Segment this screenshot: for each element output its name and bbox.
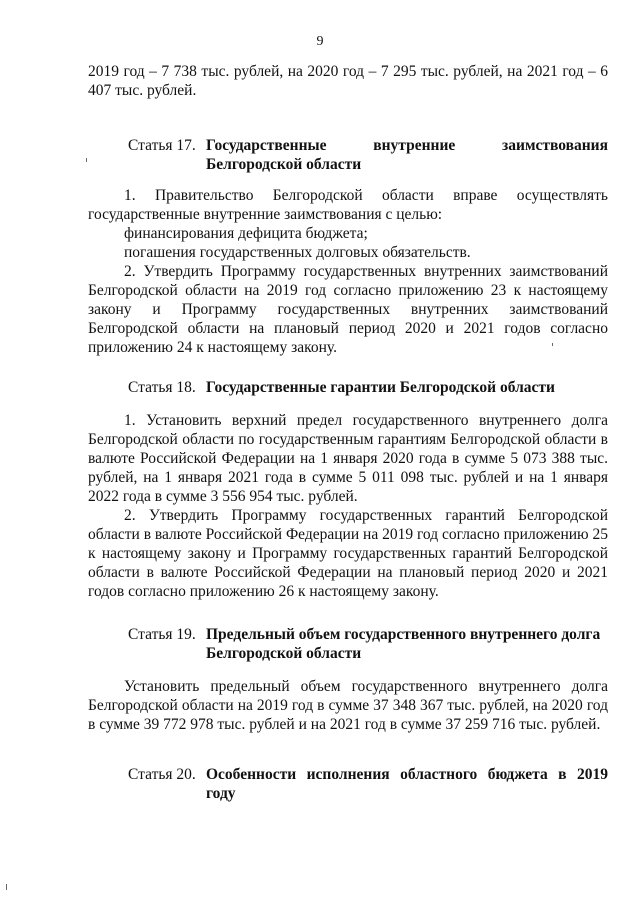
scan-mark (86, 158, 87, 162)
article-19-body (88, 677, 608, 734)
intro-paragraph (88, 62, 608, 100)
scan-mark (6, 884, 7, 890)
article-19-title: Предельный объем государственного внутреннего долга Белгородской области (206, 626, 601, 662)
article-17-para-1: 1. Правительство Белгородской области вправе осуществлять государственные внутренние заимствования с целью: (88, 187, 608, 223)
page-number: 9 (316, 34, 324, 49)
article-19-heading (128, 625, 608, 663)
article-18-heading (128, 378, 608, 397)
article-17-heading (128, 136, 608, 174)
article-17-para-3: погашения государственных долговых обязательств. (124, 244, 471, 261)
article-18-para-2: 2. Утвердить Программу государственных гарантий Белгородской области в валюте Российской Федерации на 2019 год согласно приложению 25 к настоящему закону и Программу государственных гарантий Белгородской области в валюте Российской Федерации на плановый период 2020 и 2021 годов согласно приложению 26 к настоящему закону. (88, 507, 608, 600)
scan-mark (552, 343, 553, 346)
article-18-para-1: 1. Установить верхний предел государственного внутреннего долга Белгородской области по государственным гарантиям Белгородской области в валюте Российской Федерации на 1 января 2020 года в сумме 5 073 388 тыс. рублей, на 1 января 2021 года в сумме 5 011 098 тыс. рублей и на 1 января 2022 года в сумме 3 556 954 тыс. рублей. (88, 412, 608, 505)
intro-text: 2019 год – 7 738 тыс. рублей, на 2020 год – 7 295 тыс. рублей, на 2021 год – 6 407 тыс. рублей. (88, 63, 608, 99)
article-18-body (88, 411, 608, 601)
article-17-para-2: финансирования дефицита бюджета; (124, 225, 368, 242)
article-17-title: Государственные внутренние заимствования Белгородской области (206, 137, 608, 173)
article-18-label: Статья 18. (128, 379, 196, 396)
article-19-para-1: Установить предельный объем государственного внутреннего долга Белгородской области на 2019 год в сумме 37 348 367 тыс. рублей, на 2020 год в сумме 39 772 978 тыс. рублей и на 2021 год в сумме 37 259 716 тыс. рублей. (88, 678, 608, 733)
article-18-title: Государственные гарантии Белгородской области (206, 379, 555, 396)
article-20-label: Статья 20. (128, 766, 196, 783)
article-17-label: Статья 17. (128, 137, 196, 154)
article-20-title: Особенности исполнения областного бюджета в 2019 году (206, 766, 608, 802)
article-17-body (88, 186, 608, 357)
article-17-para-4: 2. Утвердить Программу государственных внутренних заимствований Белгородской области на 2019 год согласно приложению 23 к настоящему закону и Программу государственных внутренних заимствований Белгородской области на плановый период 2020 и 2021 годов согласно приложению 24 к настоящему закону. (88, 263, 608, 356)
article-20-heading (128, 765, 608, 803)
article-19-label: Статья 19. (128, 626, 196, 643)
